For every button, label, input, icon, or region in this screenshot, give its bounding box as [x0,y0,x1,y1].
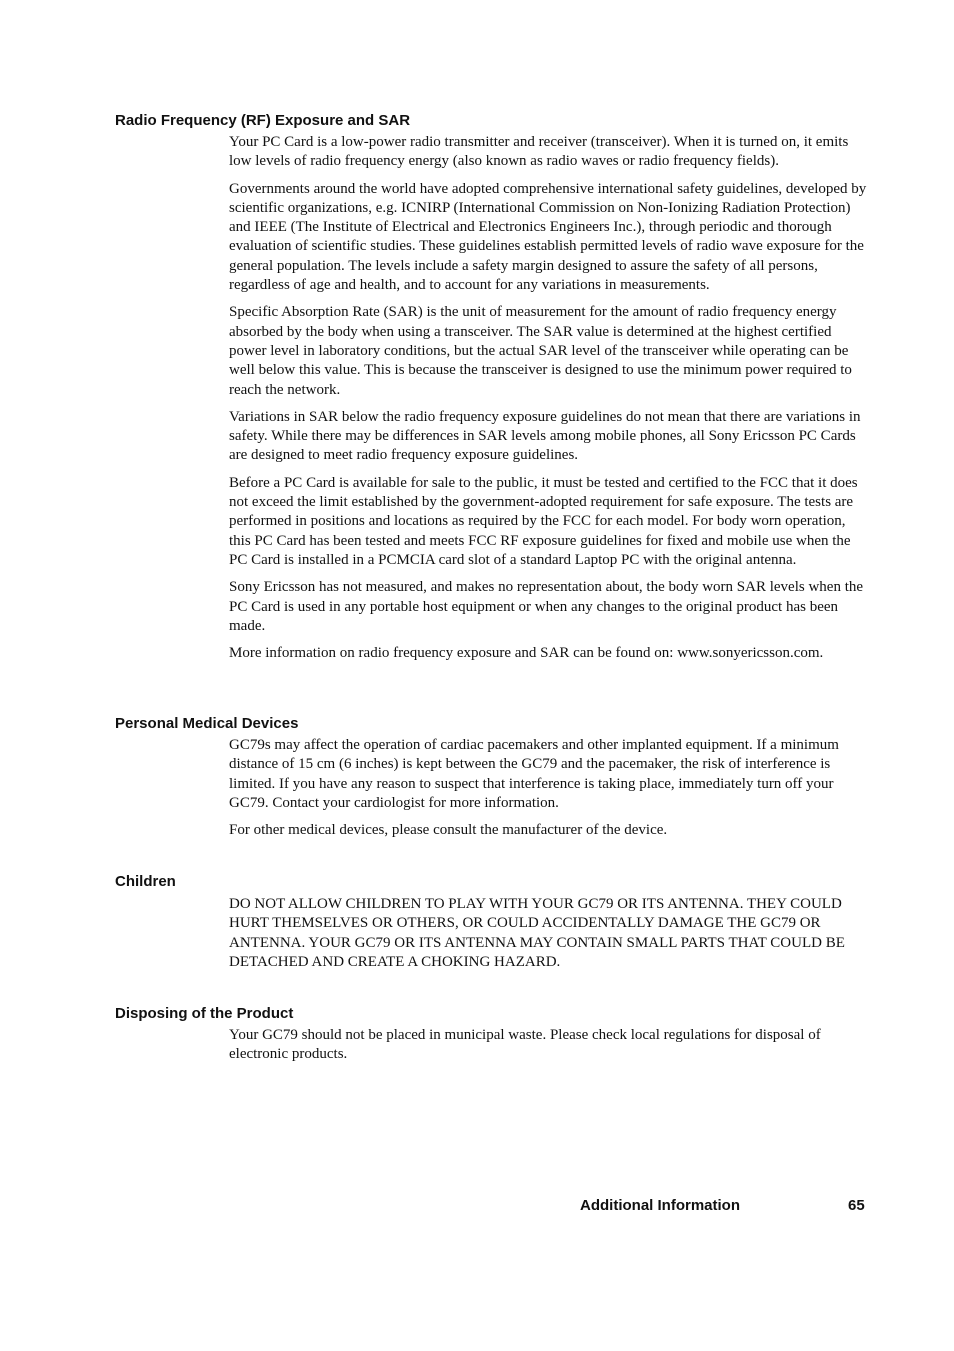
section-heading-disposing: Disposing of the Product [115,1005,294,1022]
footer-page-number: 65 [848,1197,865,1214]
paragraph: Governments around the world have adopted comprehensive international safety guidelines, developed by scientific organizations, e.g. ICNIRP (International Commission on Non-Ionizing Radiation Protection) and IEEE (The Institute of Electrical and Electronics Engineers Inc.), through periodic and thorough evaluation of scientific studies. These guidelines establish permitted levels of radio wave exposure for the general population. The levels include a safety margin designed to assure the safety of all persons, regardless of age and health, and to account for any variations in measurements. [229,180,867,294]
section-body-rf-exposure [229,133,869,663]
paragraph: Specific Absorption Rate (SAR) is the unit of measurement for the amount of radio frequency energy absorbed by the body when using a transceiver. The SAR value is determined at the highest certified power level in laboratory conditions, but the actual SAR level of the transceiver while operating can be well below this value. This is because the transceiver is designed to use the minimum power required to reach the network. [229,304,852,398]
footer-section-title: Additional Information [580,1197,740,1214]
paragraph: GC79s may affect the operation of cardiac pacemakers and other implanted equipment. If a minimum distance of 15 cm (6 inches) is kept between the GC79 and the pacemaker, the risk of interference is limited. If you have any reason to suspect that interference is taking place, immediately turn off your GC79. Contact your cardiologist for more information. [229,737,839,811]
section-heading-children: Children [115,873,176,890]
paragraph: Your PC Card is a low-power radio transmitter and receiver (transceiver). When it is turned on, it emits low levels of radio frequency energy (also known as radio waves or radio frequency fields). [229,134,849,170]
paragraph: DO NOT ALLOW CHILDREN TO PLAY WITH YOUR GC79 OR ITS ANTENNA. THEY COULD HURT THEMSELVES OR OTHERS, OR COULD ACCIDENTALLY DAMAGE THE GC79 OR ANTENNA. YOUR GC79 OR ITS ANTENNA MAY CONTAIN SMALL PARTS THAT COULD BE DETACHED AND CREATE A CHOKING HAZARD. [229,896,845,970]
paragraph: Your GC79 should not be placed in municipal waste. Please check local regulations for disposal of electronic products. [229,1027,821,1063]
section-heading-medical-devices: Personal Medical Devices [115,715,299,732]
section-heading-rf-exposure: Radio Frequency (RF) Exposure and SAR [115,112,411,129]
section-body-disposing [229,1026,869,1065]
paragraph: For other medical devices, please consult the manufacturer of the device. [229,822,668,839]
paragraph: Variations in SAR below the radio frequency exposure guidelines do not mean that there are variations in safety. While there may be differences in SAR levels among mobile phones, all Sony Ericsson PC Cards are designed to meet radio frequency exposure guidelines. [229,408,861,464]
section-body-children [229,895,869,972]
paragraph: Before a PC Card is available for sale to the public, it must be tested and certified to the FCC that it does not exceed the limit established by the government-adopted requirement for safe exposure. The tests are performed in positions and locations as required by the FCC for each model. For body worn operation, this PC Card has been tested and meets FCC RF exposure guidelines for fixed and mobile use when the PC Card is installed in a PCMCIA card slot of a standard Laptop PC with the original antenna. [229,474,858,568]
section-body-medical-devices [229,736,869,840]
paragraph: More information on radio frequency exposure and SAR can be found on: www.sonyericsson.com. [229,645,824,662]
paragraph: Sony Ericsson has not measured, and makes no representation about, the body worn SAR levels when the PC Card is used in any portable host equipment or when any changes to the original product has been made. [229,579,864,634]
